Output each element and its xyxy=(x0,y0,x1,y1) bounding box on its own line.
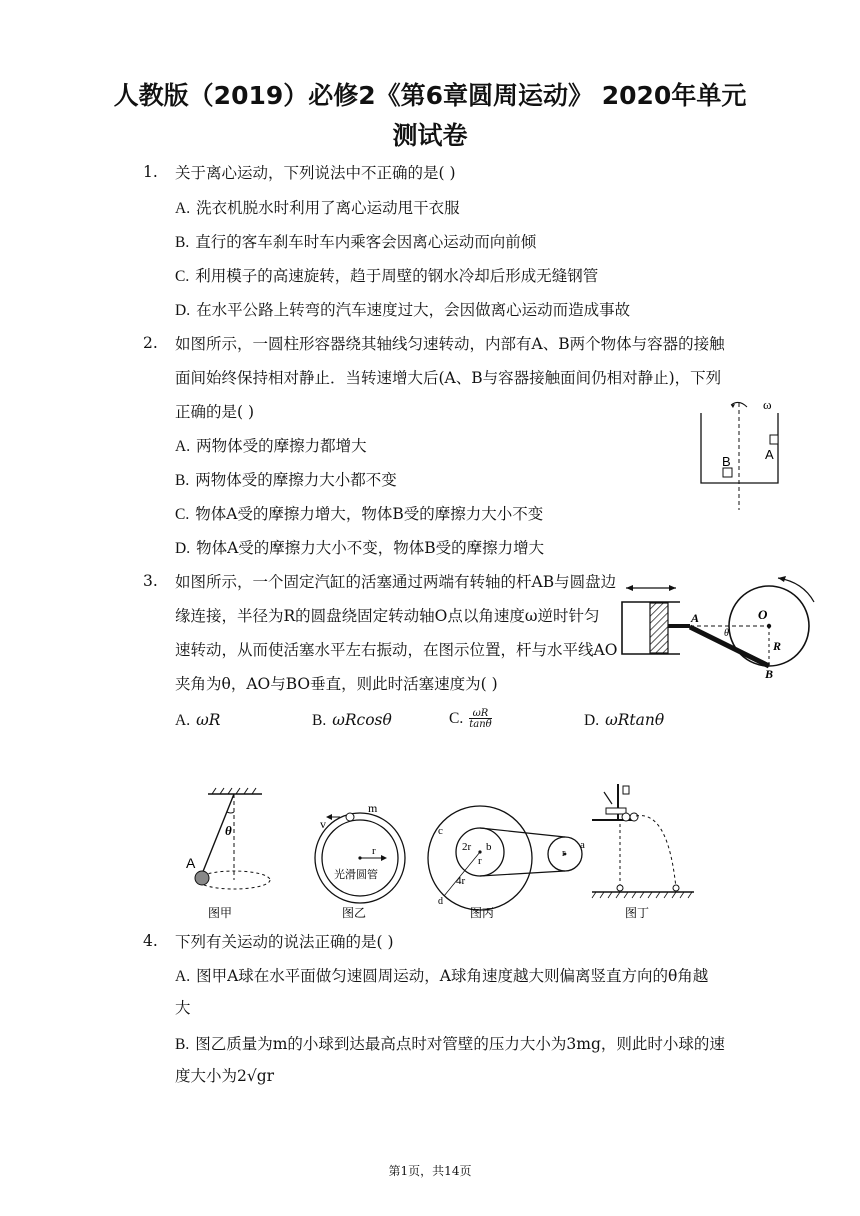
q2-option-b-text: 两物体受的摩擦力大小都不变 xyxy=(195,471,397,489)
q1-option-c-label: C. xyxy=(175,268,190,285)
q3-option-b-label: B. xyxy=(312,712,327,729)
q4-option-b[interactable] xyxy=(175,1034,725,1055)
q3-stem-line1: 如图所示，一个固定汽缸的活塞通过两端有转轴的杆AB与圆盘边 xyxy=(175,573,617,591)
q1-option-d-text: 在水平公路上转弯的汽车速度过大，会因做离心运动而造成事故 xyxy=(196,301,631,319)
fig-jia-label-a: A xyxy=(186,855,196,871)
fig-bing-2r: 2r xyxy=(462,841,472,853)
fig-yi-v: v xyxy=(320,817,326,831)
q3-fig-label-r: R xyxy=(773,639,782,653)
fig-bing-r2: r xyxy=(562,848,566,859)
q3-option-b-text: ωRcosθ xyxy=(332,711,392,729)
q2-option-a-label: A. xyxy=(175,438,191,455)
q3-stem-line4: 夹角为θ，AO与BO垂直，则此时活塞速度为( ) xyxy=(175,675,498,693)
q3-option-c-numerator: ωR xyxy=(472,708,489,719)
q2-option-d-label: D. xyxy=(175,540,191,557)
fig-bing-b: b xyxy=(486,841,492,853)
q3-fig-label-o: O xyxy=(758,607,768,622)
q2-stem-line3: 正确的是( ) xyxy=(175,403,255,421)
q3-number: 3. xyxy=(143,572,158,590)
q3-option-d-label: D. xyxy=(584,712,600,729)
q4-option-a[interactable] xyxy=(175,966,708,987)
q4-number: 4. xyxy=(143,932,158,950)
q3-fig-label-a: A xyxy=(691,611,700,625)
q1-option-b-label: B. xyxy=(175,234,190,251)
q1-option-b[interactable] xyxy=(175,232,536,253)
q1-stem: 关于离心运动，下列说法中不正确的是( ) xyxy=(175,164,456,182)
q3-option-a-text: ωR xyxy=(196,711,221,729)
q2-stem-line2: 面间始终保持相对静止．当转速增大后(A、B与容器接触面间仍相对静止)，下列 xyxy=(175,369,722,387)
q3-option-a-label: A. xyxy=(175,712,191,729)
q4-option-a-text: 图甲A球在水平面做匀速圆周运动，A球角速度越大则偏离竖直方向的θ角越 xyxy=(196,967,709,985)
fig-bing-caption: 图丙 xyxy=(470,906,495,920)
q2-option-c-text: 物体A受的摩擦力增大，物体B受的摩擦力大小不变 xyxy=(195,505,544,523)
fig-yi xyxy=(315,801,405,920)
fig-bing-c: c xyxy=(438,825,443,837)
q4-option-b-text: 图乙质量为m的小球到达最高点时对管壁的压力大小为3mg，则此时小球的速 xyxy=(195,1035,725,1053)
q3-fig-label-theta: θ xyxy=(724,628,729,639)
q3-stem-line2: 缘连接，半径为R的圆盘绕固定转动轴O点以角速度ω逆时针匀 xyxy=(175,607,600,625)
q1-option-c[interactable] xyxy=(175,266,598,287)
page-title-line1: 人教版（2019）必修2《第6章圆周运动》 2020年单元 xyxy=(113,81,747,110)
fig-bing-r: r xyxy=(478,855,482,867)
fig-yi-tube-label: 光滑圆管 xyxy=(334,868,378,881)
q1-option-a-text: 洗衣机脱水时利用了离心运动甩干衣服 xyxy=(196,199,460,217)
q1-option-d[interactable] xyxy=(175,300,630,321)
q2-option-d[interactable] xyxy=(175,538,544,559)
q1-option-a[interactable] xyxy=(175,198,460,219)
page-footer: 第1页，共14页 xyxy=(388,1164,472,1178)
fig-yi-m: m xyxy=(368,801,378,815)
q2-stem-line1: 如图所示，一圆柱形容器绕其轴线匀速转动，内部有A、B两个物体与容器的接触 xyxy=(175,335,725,353)
fig-bing xyxy=(428,806,585,920)
q1-option-a-label: A. xyxy=(175,200,191,217)
q3-option-c[interactable] xyxy=(449,708,492,730)
q3-option-c-fraction xyxy=(469,708,491,730)
q2-fig-label-b: B xyxy=(722,454,731,469)
q3-figure xyxy=(618,570,844,680)
fig-bing-a: a xyxy=(580,839,585,851)
q3-option-d-text: ωRtanθ xyxy=(605,711,665,729)
q2-option-d-text: 物体A受的摩擦力大小不变，物体B受的摩擦力增大 xyxy=(196,539,545,557)
q2-option-c-label: C. xyxy=(175,506,190,523)
q2-option-a[interactable] xyxy=(175,436,367,457)
q2-option-a-text: 两物体受的摩擦力都增大 xyxy=(196,437,367,455)
q4-option-a-cont: 大 xyxy=(175,999,191,1017)
q4-option-b-cont: 度大小为2√gr xyxy=(175,1067,275,1085)
fig-jia-caption: 图甲 xyxy=(208,906,233,920)
q2-fig-omega: ω xyxy=(763,397,772,412)
q2-option-b[interactable] xyxy=(175,470,397,491)
q1-number: 1. xyxy=(143,163,158,181)
q1-option-b-text: 直行的客车刹车时车内乘客会因离心运动而向前倾 xyxy=(195,233,537,251)
fig-ding xyxy=(592,784,694,920)
q2-option-c[interactable] xyxy=(175,504,543,525)
q2-fig-label-a: A xyxy=(765,447,774,462)
q3-option-c-denominator: tanθ xyxy=(469,719,492,730)
q3-option-b[interactable] xyxy=(312,710,392,731)
q4-option-a-label: A. xyxy=(175,968,191,985)
q2-option-b-label: B. xyxy=(175,472,190,489)
q2-figure xyxy=(695,395,785,515)
q3-fig-label-b: B xyxy=(765,667,774,680)
fig-jia xyxy=(186,788,270,920)
q1-option-d-label: D. xyxy=(175,302,191,319)
fig-bing-d: d xyxy=(438,896,443,907)
fig-yi-caption: 图乙 xyxy=(342,906,367,920)
fig-jia-theta: θ xyxy=(225,823,232,838)
q3-option-a[interactable] xyxy=(175,710,220,731)
q4-option-b-label: B. xyxy=(175,1036,190,1053)
q3-option-d[interactable] xyxy=(584,710,664,731)
q4-figure-row xyxy=(180,780,700,925)
fig-bing-4r: 4r xyxy=(456,875,466,887)
fig-yi-r: r xyxy=(372,845,376,857)
q4-stem: 下列有关运动的说法正确的是( ) xyxy=(175,933,394,951)
q2-number: 2. xyxy=(143,334,158,352)
fig-ding-caption: 图丁 xyxy=(625,906,650,920)
q3-stem-line3: 速转动，从而使活塞水平左右振动，在图示位置，杆与水平线AO xyxy=(175,641,618,659)
page-title-line2: 测试卷 xyxy=(392,121,468,150)
q1-option-c-text: 利用模子的高速旋转，趋于周壁的钢水冷却后形成无缝钢管 xyxy=(195,267,599,285)
q3-option-c-label: C. xyxy=(449,710,464,727)
